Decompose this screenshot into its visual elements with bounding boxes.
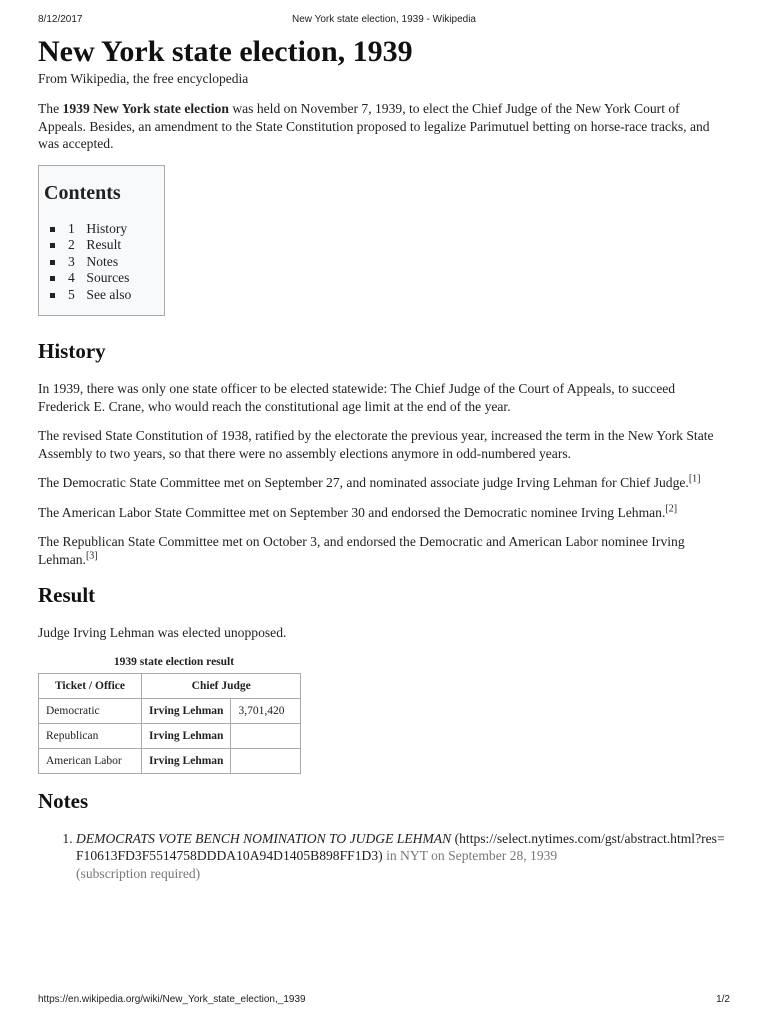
page-title: New York state election, 1939 bbox=[38, 35, 413, 68]
table-row bbox=[39, 723, 301, 748]
result-table-caption: 1939 state election result bbox=[113, 655, 235, 668]
candidate-cell: Irving Lehman bbox=[142, 698, 231, 723]
heading-notes: Notes bbox=[38, 788, 89, 813]
history-paragraph-3: The Democratic State Committee met on September 27, and nominated associate judge Irving Lehman for Chief Judge.[1] bbox=[38, 473, 701, 490]
intro-paragraph: The 1939 New York state election was held on November 7, 1939, to elect the Chief Judge of the New York Court of Appeals. Besides, an amendment to the State Constitution proposed to legalize Parimutuel betting on horse-race tracks, and was accepted. bbox=[38, 101, 710, 151]
ticket-cell: Democratic bbox=[39, 698, 142, 723]
history-paragraph-1: In 1939, there was only one state officer to be elected statewide: The Chief Judge of the Court of Appeals, to succeed Frederick E. Crane, who would reach the constitutional age limit at the end of the year. bbox=[38, 381, 676, 414]
candidate-cell: Irving Lehman bbox=[142, 748, 231, 773]
toc-item-see-also[interactable]: 5 See also bbox=[68, 287, 159, 304]
intro-bold-term: 1939 New York state election bbox=[62, 101, 229, 116]
header-ticket-office: Ticket / Office bbox=[39, 673, 142, 698]
result-table bbox=[38, 673, 301, 774]
article-content bbox=[38, 34, 730, 882]
result-text: Judge Irving Lehman was elected unopposed. bbox=[38, 625, 287, 640]
history-paragraph-4: The American Labor State Committee met on September 30 and endorsed the Democratic nominee Irving Lehman.[2] bbox=[38, 502, 678, 520]
toc-item-history[interactable]: 1 History bbox=[68, 221, 159, 238]
toc-item-notes[interactable]: 3 Notes bbox=[68, 254, 159, 271]
history-paragraph-2: The revised State Constitution of 1938, ratified by the electorate the previous year, increased the term in the New York State Assembly to two years, so that there were no assembly elections anymore in odd-numbered years. bbox=[38, 428, 714, 461]
toc-item-result[interactable]: 2 Result bbox=[68, 237, 159, 254]
ticket-cell: Republican bbox=[39, 723, 142, 748]
table-header-row bbox=[39, 673, 301, 698]
heading-history: History bbox=[38, 339, 106, 363]
print-title: New York state election, 1939 - Wikipedia bbox=[292, 14, 476, 25]
reference-1[interactable]: [1] bbox=[688, 473, 701, 485]
reference-3[interactable]: [3] bbox=[85, 549, 98, 561]
reference-2[interactable]: [2] bbox=[665, 502, 678, 514]
print-header bbox=[38, 14, 730, 30]
ticket-cell: American Labor bbox=[39, 748, 142, 773]
toc-title: Contents bbox=[44, 181, 121, 204]
print-footer bbox=[38, 994, 730, 1010]
votes-cell bbox=[231, 748, 301, 773]
table-row bbox=[39, 748, 301, 773]
history-paragraph-5: The Republican State Committee met on October 3, and endorsed the Democratic and American Labor nominee Irving Lehman.[3] bbox=[38, 534, 685, 567]
votes-cell bbox=[231, 723, 301, 748]
candidate-cell: Irving Lehman bbox=[142, 723, 231, 748]
votes-cell: 3,701,420 bbox=[231, 698, 301, 723]
note-item bbox=[76, 830, 730, 883]
table-of-contents bbox=[38, 165, 165, 317]
heading-result: Result bbox=[38, 583, 96, 607]
note-url: (https://select.nytimes.com/gst/abstract.html?res=F10613FD3F5514758DDDA10A94D1405B898FF1D3) bbox=[76, 830, 725, 863]
notes-list bbox=[38, 830, 730, 883]
note-subscription: (subscription required) bbox=[76, 865, 201, 881]
toc-item-sources[interactable]: 4 Sources bbox=[68, 270, 159, 287]
tagline: From Wikipedia, the free encyclopedia bbox=[38, 71, 249, 86]
note-source: in NYT on September 28, 1939 bbox=[386, 848, 558, 863]
header-chief-judge: Chief Judge bbox=[142, 673, 301, 698]
table-row bbox=[39, 698, 301, 723]
page-number: 1/2 bbox=[716, 994, 730, 1005]
print-url: https://en.wikipedia.org/wiki/New_York_state_election,_1939 bbox=[38, 994, 306, 1005]
print-date: 8/12/2017 bbox=[38, 14, 83, 25]
note-link[interactable]: DEMOCRATS VOTE BENCH NOMINATION TO JUDGE LEHMAN bbox=[76, 830, 452, 846]
